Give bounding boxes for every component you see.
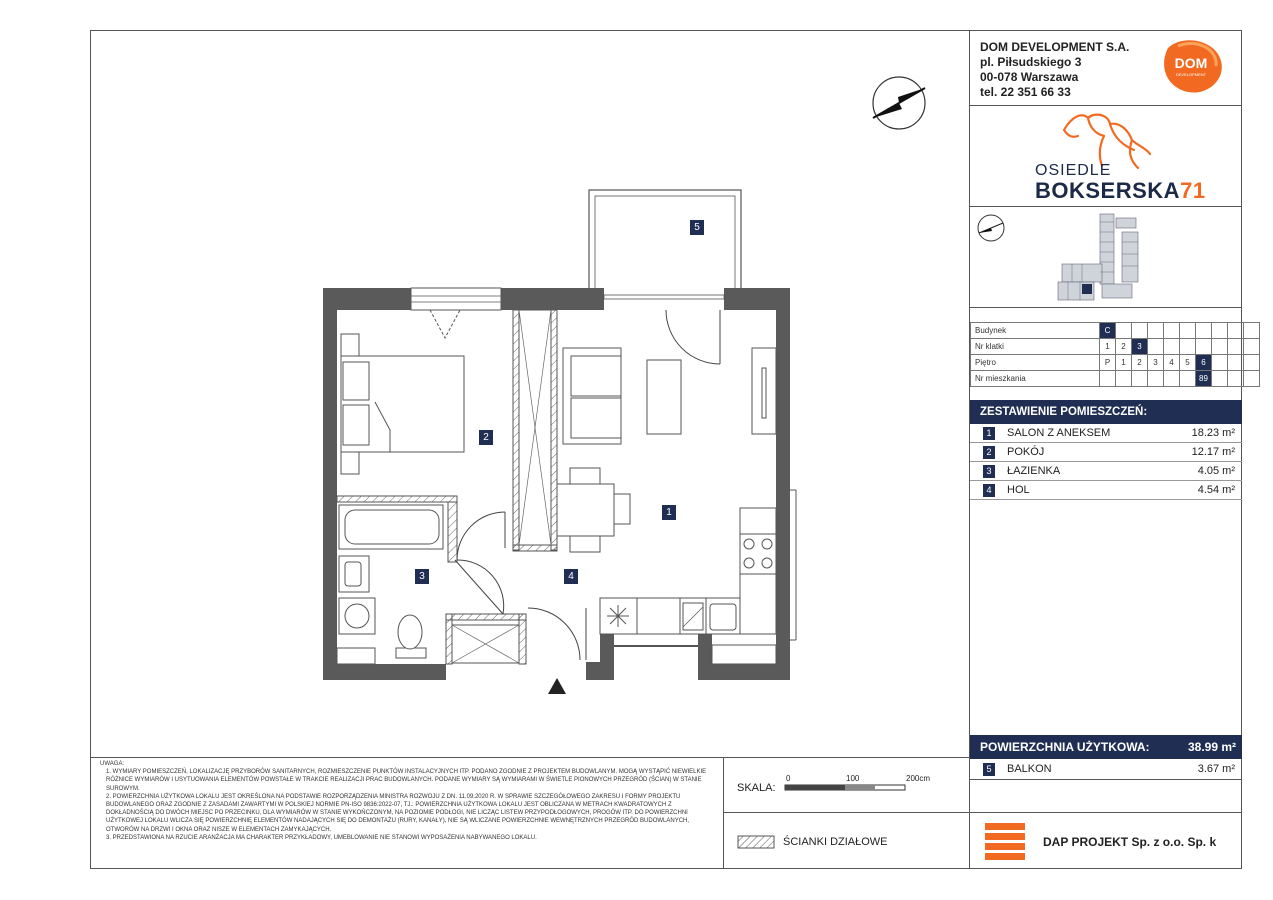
dining-table: [557, 468, 630, 552]
room-label-3: 3: [415, 569, 429, 584]
location-table-cell: 3: [1132, 339, 1148, 355]
room-area: 4.54 m²: [1197, 484, 1235, 496]
location-table-cell: [1116, 371, 1132, 387]
location-table-cell: [1100, 371, 1116, 387]
room-name: SALON Z ANEKSEM: [1007, 427, 1111, 439]
project-name: BOKSERSKA: [1035, 178, 1181, 203]
entrance-arrow-icon: [548, 678, 566, 694]
scale-bar: [784, 784, 908, 792]
location-table-cell: [1164, 371, 1180, 387]
room-area: 3.67 m²: [1197, 763, 1235, 775]
location-table-cell: [1148, 323, 1164, 339]
room-area: 4.05 m²: [1197, 465, 1235, 477]
north-arrow-small-icon: [975, 212, 1007, 244]
divider: [723, 812, 970, 813]
designer-name: DAP PROJEKT Sp. z o.o. Sp. k: [1043, 835, 1217, 849]
company-name: DOM DEVELOPMENT S.A.: [980, 40, 1130, 54]
usable-area-value: 38.99 m²: [1187, 740, 1236, 754]
location-table-cell: 6: [1196, 355, 1212, 371]
location-table-cell: [1148, 371, 1164, 387]
balcony: [589, 190, 741, 298]
project-number: 71: [1180, 178, 1206, 203]
note-item: 1. WYMIARY POMIESZCZEŃ, LOKALIZACJĘ PRZYBORÓW SANITARNYCH, ROZMIESZCZENIE PUNKTÓW INSTALACYJNYCH ITP. PODANO ZGODNIE Z PROJEKTEM BUDOWLANYM. MOGĄ WYSTĄPIĆ NIEWIELKIE RÓŻNICE WYMIARÓW I USYTUOWANIA ELEMENTÓW POWSTAŁE W TRAKCIE REALIZACJI PRAC BUDOWLANYCH. PODANE WYMIARY SĄ WYMIARAMI W ŚWIETLE PIONOWYCH PRZEGRÓD (ŚCIAN) W STANIE SUROWYM.: [106, 769, 707, 792]
dap-logo-icon: [985, 823, 1027, 861]
room-number: 5: [983, 763, 995, 776]
scale-tick: 100: [846, 774, 860, 783]
bed: [341, 334, 464, 474]
notes-title: UWAGA:: [100, 761, 125, 767]
floor-plan: [320, 185, 800, 695]
scale-tick: 0: [786, 774, 791, 783]
location-table-cell: [1132, 323, 1148, 339]
location-table-label: Nr mieszkania: [971, 371, 1100, 387]
location-table-cell: [1180, 339, 1196, 355]
bathtub: [339, 505, 443, 549]
location-table-cell: [1212, 371, 1228, 387]
location-table-cell: 5: [1180, 355, 1196, 371]
location-table-row: [971, 371, 1260, 387]
room-name: HOL: [1007, 484, 1030, 496]
usable-area-bar: [970, 735, 1242, 759]
room-number: 3: [983, 465, 995, 478]
room-label-2: 2: [479, 430, 493, 445]
location-table-cell: 4: [1164, 355, 1180, 371]
divider: [969, 105, 1242, 106]
location-table-cell: [1228, 355, 1244, 371]
location-table: [970, 322, 1260, 387]
company-address: [980, 40, 1129, 100]
location-table-cell: P: [1100, 355, 1116, 371]
location-table-cell: [1244, 339, 1260, 355]
location-table-cell: [1132, 371, 1148, 387]
location-table-cell: [1164, 323, 1180, 339]
location-table-row: [971, 323, 1260, 339]
room-name: POKÓJ: [1007, 446, 1045, 458]
kitchen: [600, 508, 776, 634]
room-number: 2: [983, 446, 995, 459]
room-name: ŁAZIENKA: [1007, 465, 1061, 477]
rooms-summary-title: ZESTAWIENIE POMIESZCZEŃ:: [970, 400, 1242, 424]
location-table-row: [971, 339, 1260, 355]
coffee-table: [647, 360, 681, 434]
project-name-line2: [1035, 178, 1206, 204]
location-table-cell: [1244, 371, 1260, 387]
location-table-cell: [1180, 323, 1196, 339]
divider: [969, 307, 1242, 308]
dom-logo-text: DOM: [1174, 55, 1208, 71]
room-area: 12.17 m²: [1191, 446, 1235, 458]
divider: [969, 812, 1242, 813]
room-name: BALKON: [1007, 763, 1052, 775]
washbasin: [339, 556, 369, 592]
location-table-cell: [1164, 339, 1180, 355]
toilet: [396, 615, 426, 658]
notes-divider: [90, 757, 970, 758]
note-item: 2. POWIERZCHNIA UŻYTKOWA LOKALU JEST OKREŚLONA NA PODSTAWIE ROZPORZĄDZENIA MINISTRA ROZWOJU Z DN. 11.09.2020 R. W SPRAWIE SZCZEGÓŁOWEGO ZAKRESU I FORMY PROJEKTU BUDOWLANEGO ORAZ ZGODNIE Z ZASADAMI ZAWARTYMI W POLSKIEJ NORMIE PN-ISO 9836:2022-07, TJ.: POWIERZCHNIA UŻYTKOWA LOKALU JEST OBLICZANA W METRACH KWADRATOWYCH Z DOKŁADNOŚCIĄ DO DWÓCH MIEJSC PO PRZECINKU, DLA WYMIARÓW W STANIE WYKOŃCZONYM, NA POZIOMIE PODŁOGI, NIE LICZĄC LISTEW PRZYPODŁOGOWYCH, PROGÓW ITP. DO POWIERZCHNI UŻYTKOWEJ LOKALU WLICZA SIĘ POWIERZCHNIĘ ELEMENTÓW NADAJĄCYCH SIĘ DO DEMONTAŻU (RURY, KANAŁY), NIE SĄ WLICZANE POWIERZCHNIE WEWNĘTRZNYCH PRZEGRÓD BUDOWLANYCH, OTWORÓW NA DRZWI I OKNA ORAZ NISZE W ELEMENTACH ZAMYKAJĄCYCH.: [106, 793, 690, 833]
location-table-cell: [1116, 323, 1132, 339]
company-city: 00-078 Warszawa: [980, 70, 1079, 84]
location-table-cell: 1: [1100, 339, 1116, 355]
company-street: pl. Piłsudskiego 3: [980, 55, 1082, 69]
location-table-cell: 3: [1148, 355, 1164, 371]
room-label-5: 5: [690, 220, 704, 235]
washing-machine: [339, 598, 375, 634]
location-table-cell: [1180, 371, 1196, 387]
legend-label: ŚCIANKI DZIAŁOWE: [783, 836, 888, 848]
divider: [969, 206, 1242, 207]
divider: [969, 779, 1242, 780]
room-row: [970, 462, 1242, 481]
room-label-4: 4: [564, 569, 578, 584]
location-table-cell: [1212, 323, 1228, 339]
scale-tick: 200cm: [906, 774, 931, 783]
room-row: [970, 443, 1242, 462]
divider: [723, 757, 724, 869]
location-table-label: Nr klatki: [971, 339, 1100, 355]
location-table-cell: [1244, 323, 1260, 339]
room-area: 18.23 m²: [1191, 427, 1235, 439]
location-table-label: Budynek: [971, 323, 1100, 339]
partition-wall-legend-icon: [737, 835, 775, 849]
note-item: 3. PRZEDSTAWIONA NA RZUCIE ARANŻACJA MA CHARAKTER PRZYKŁADOWY, UMEBLOWANIE NIE STANOWI WYPOSAŻENIA NABYWANEGO LOKALU.: [106, 834, 537, 841]
location-table-cell: [1212, 355, 1228, 371]
usable-area-label: POWIERZCHNIA UŻYTKOWA:: [980, 740, 1150, 754]
balcony-row: [970, 760, 1242, 779]
location-table-cell: [1228, 371, 1244, 387]
room-number: 4: [983, 484, 995, 497]
room-label-1: 1: [662, 505, 676, 520]
project-name-line1: OSIEDLE: [1035, 162, 1112, 179]
location-table-cell: [1196, 323, 1212, 339]
room-row: [970, 424, 1242, 443]
location-table-cell: 2: [1132, 355, 1148, 371]
room-row: [970, 481, 1242, 500]
location-table-label: Piętro: [971, 355, 1100, 371]
location-table-row: [971, 355, 1260, 371]
site-plan-icon: [1052, 212, 1152, 304]
sofa: [563, 348, 621, 444]
dom-logo-icon: [1158, 38, 1224, 94]
north-arrow-icon: [868, 74, 930, 132]
location-table-cell: [1148, 339, 1164, 355]
company-phone: tel. 22 351 66 33: [980, 85, 1071, 99]
notes: [100, 760, 716, 842]
location-table-cell: [1228, 339, 1244, 355]
location-table-cell: [1212, 339, 1228, 355]
location-table-cell: C: [1100, 323, 1116, 339]
room-number: 1: [983, 427, 995, 440]
location-table-cell: [1196, 339, 1212, 355]
location-table-cell: [1244, 355, 1260, 371]
location-table-cell: 1: [1116, 355, 1132, 371]
dom-logo-subtext: DEVELOPMENT: [1175, 72, 1207, 77]
scale-label: SKALA:: [737, 782, 776, 794]
location-table-cell: 89: [1196, 371, 1212, 387]
location-table-cell: [1228, 323, 1244, 339]
location-table-cell: 2: [1116, 339, 1132, 355]
